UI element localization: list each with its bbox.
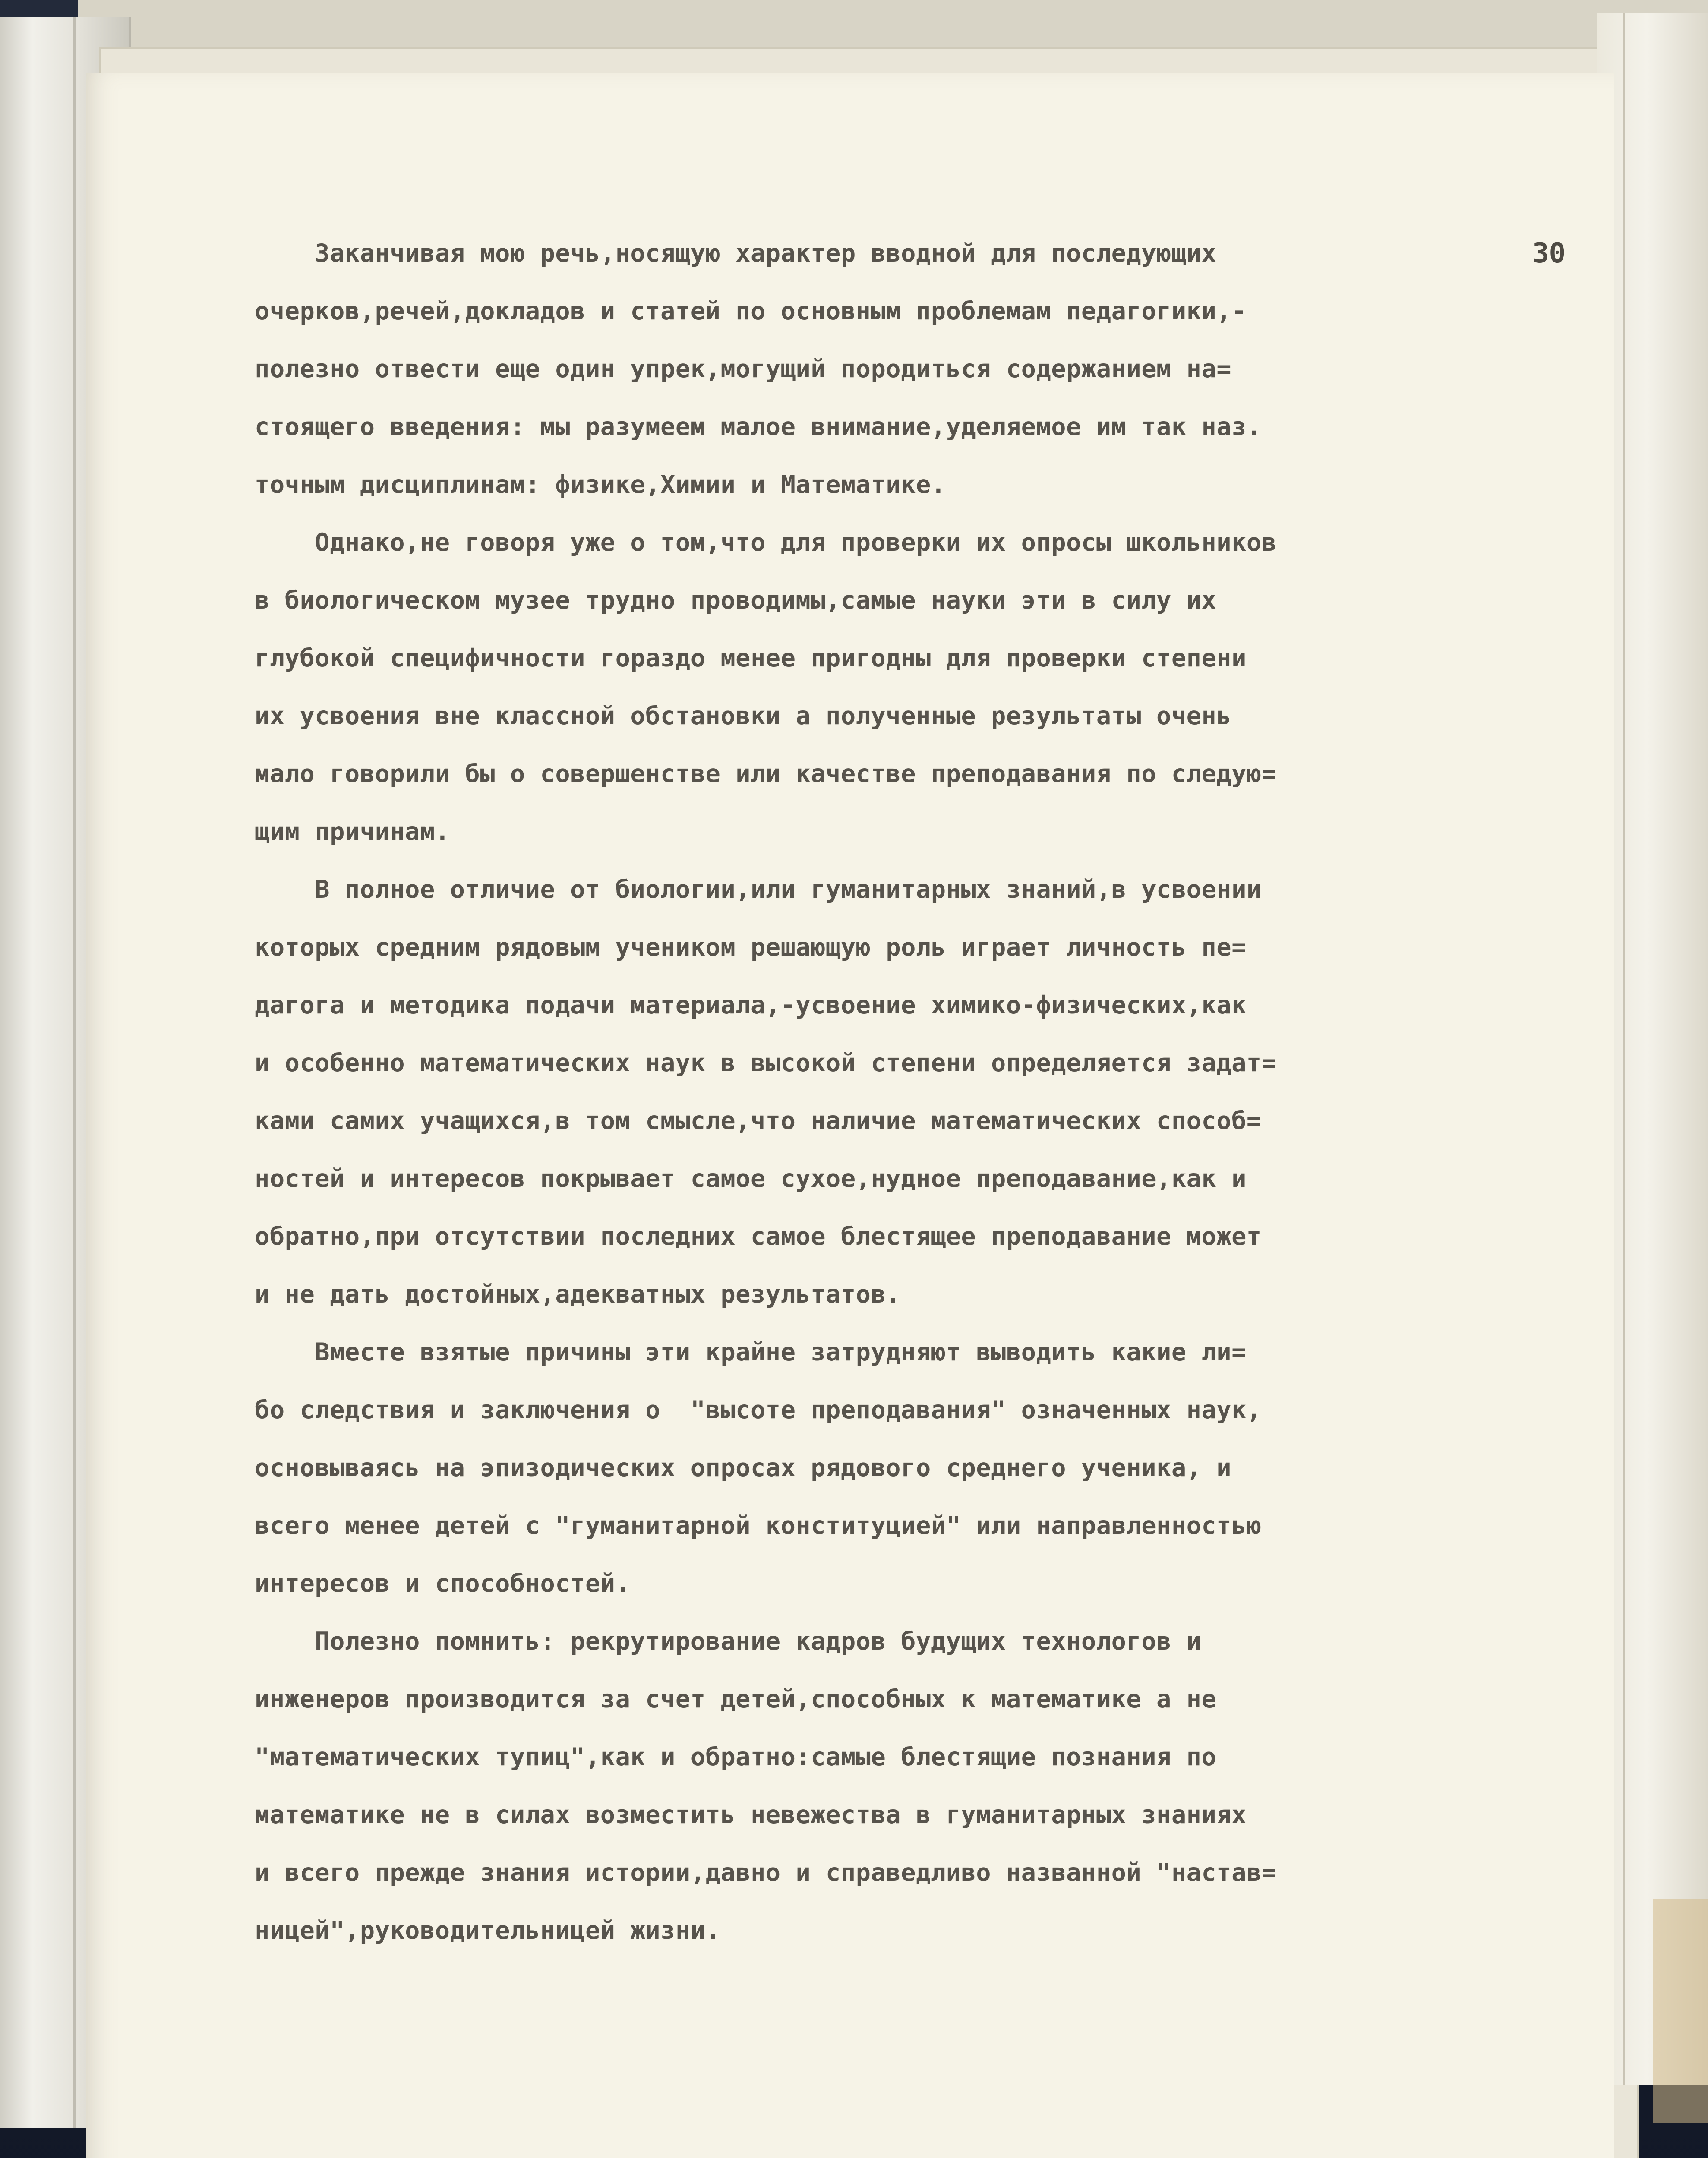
text-line: всего менее детей с "гуманитарной конституцией" или направленностью: [255, 1511, 1262, 1540]
text-line: и всего прежде знания истории,давно и справедливо названной "настав=: [255, 1858, 1277, 1887]
text-line: ницей",руководительницей жизни.: [255, 1916, 721, 1945]
page-number: 30: [1532, 237, 1566, 269]
text-line: полезно отвести еще один упрек,могущий породиться содержанием на=: [255, 355, 1232, 383]
text-line: Полезно помнить: рекрутирование кадров будущих технологов и: [255, 1627, 1202, 1656]
text-line: обратно,при отсутствии последних самое блестящее преподавание может: [255, 1222, 1262, 1251]
text-line: В полное отличие от биологии,или гуманитарных знаний,в усвоении: [255, 875, 1262, 904]
page-body: [255, 224, 1614, 1959]
text-line: Заканчивая мою речь,носящую характер вводной для последующих: [255, 239, 1217, 268]
text-line: которых средним рядовым учеником решающую роль играет личность пе=: [255, 933, 1247, 962]
aged-paper-edge: [1653, 1899, 1708, 2123]
text-line: в биологическом музее трудно проводимы,самые науки эти в силу их: [255, 586, 1217, 615]
text-line: щим причинам.: [255, 817, 450, 846]
text-line: Однако,не говоря уже о том,что для проверки их опросы школьников: [255, 528, 1277, 557]
text-line: основываясь на эпизодических опросах рядового среднего ученика, и: [255, 1454, 1232, 1482]
text-line: интересов и способностей.: [255, 1569, 631, 1598]
text-line: "математических тупиц",как и обратно:самые блестящие познания по: [255, 1743, 1217, 1771]
text-line: бо следствия и заключения о "высоте преподавания" означенных наук,: [255, 1396, 1262, 1424]
text-line: дагога и методика подачи материала,-усвоение химико-физических,как: [255, 991, 1247, 1019]
paragraph-2: [255, 514, 1614, 861]
paragraph-5: [255, 1612, 1614, 1959]
text-line: ностей и интересов покрывает самое сухое,нудное преподавание,как и: [255, 1164, 1247, 1193]
text-line: ками самих учащихся,в том смысле,что наличие математических способ=: [255, 1107, 1262, 1135]
text-line: стоящего введения: мы разумеем малое внимание,уделяемое им так наз.: [255, 413, 1262, 441]
text-line: глубокой специфичности гораздо менее пригодны для проверки степени: [255, 644, 1247, 672]
text-line: их усвоения вне классной обстановки а полученные результаты очень: [255, 702, 1232, 730]
text-line: инженеров производится за счет детей,способных к математике а не: [255, 1685, 1217, 1713]
text-line: Вместе взятые причины эти крайне затрудняют выводить какие ли=: [255, 1338, 1247, 1366]
text-line: точным дисциплинам: физике,Химии и Математике.: [255, 470, 946, 499]
paragraph-1: [255, 224, 1614, 514]
text-line: и не дать достойных,адекватных результатов.: [255, 1280, 901, 1309]
text-line: очерков,речей,докладов и статей по основным проблемам педагогики,-: [255, 297, 1247, 325]
text-line: мало говорили бы о совершенстве или качестве преподавания по следую=: [255, 760, 1277, 788]
text-line: математике не в силах возместить невежества в гуманитарных знаниях: [255, 1801, 1247, 1829]
paragraph-4: [255, 1323, 1614, 1612]
text-line: и особенно математических наук в высокой степени определяется задат=: [255, 1049, 1277, 1077]
paragraph-3: [255, 861, 1614, 1323]
